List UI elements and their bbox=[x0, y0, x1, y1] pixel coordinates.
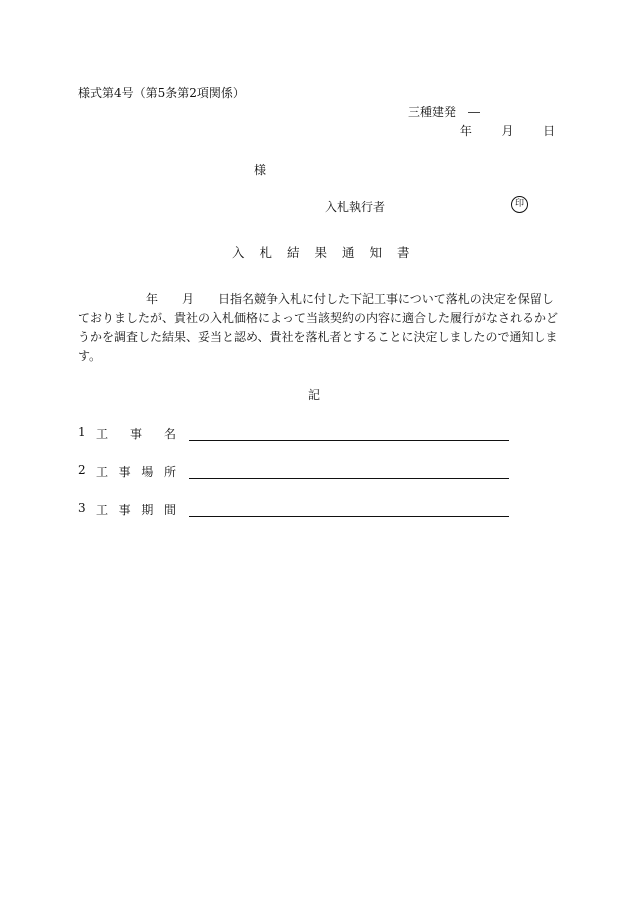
item-number: 3 bbox=[78, 501, 86, 515]
seal-icon: 印 bbox=[511, 196, 528, 213]
notice-body bbox=[78, 290, 559, 366]
body-line-1 bbox=[78, 290, 553, 309]
body-line-1-tail: 日指名競争入札に付した下記工事について落札の決定を保留し bbox=[218, 292, 554, 306]
body-month: 月 bbox=[182, 292, 195, 306]
item-label: 工 事 名 bbox=[96, 427, 176, 441]
issue-date bbox=[456, 122, 555, 139]
issuer-label: 入札執行者 bbox=[325, 200, 386, 214]
item-label: 工 事 場 所 bbox=[96, 465, 176, 479]
body-year: 年 bbox=[146, 292, 159, 306]
date-year: 年 bbox=[459, 124, 472, 138]
date-month: 月 bbox=[501, 124, 514, 138]
construction-period-blank-line bbox=[189, 516, 509, 517]
construction-site-blank-line bbox=[189, 478, 509, 479]
body-line-4: す。 bbox=[78, 349, 102, 363]
item-number: 2 bbox=[78, 463, 86, 477]
ki-heading: 記 bbox=[308, 388, 321, 402]
date-day: 日 bbox=[543, 124, 556, 138]
addressee-suffix: 様 bbox=[254, 163, 267, 177]
document-number: 三種建発 ― bbox=[408, 105, 481, 119]
body-line-3: うかを調査した結果、妥当と認め、貴社を落札者とすることに決定しましたので通知しま bbox=[78, 330, 558, 344]
item-number: 1 bbox=[78, 425, 86, 439]
document-title: 入札結果通知書 bbox=[232, 245, 425, 260]
item-label: 工 事 期 間 bbox=[96, 503, 176, 517]
construction-name-blank-line bbox=[189, 440, 509, 441]
body-line-2: ておりましたが、貴社の入札価格によって当該契約の内容に適合した履行がなされるかど bbox=[78, 311, 559, 325]
item-construction-period bbox=[78, 501, 518, 521]
form-number-label: 様式第4号（第5条第2項関係） bbox=[78, 86, 245, 100]
item-construction-name bbox=[78, 425, 518, 445]
item-construction-site bbox=[78, 463, 518, 483]
